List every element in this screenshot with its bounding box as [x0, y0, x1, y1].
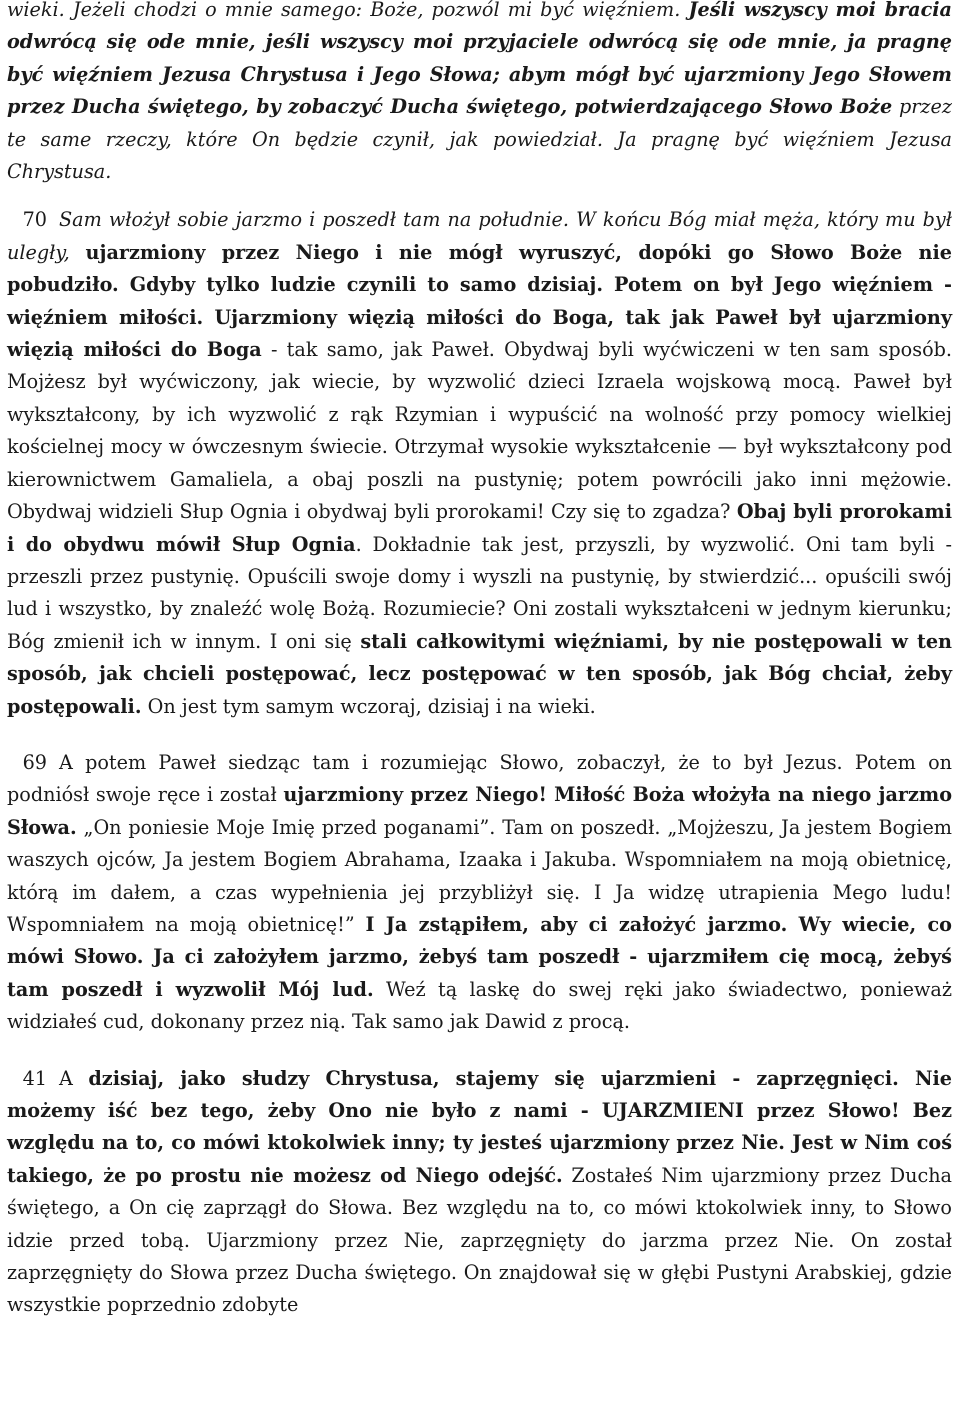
text-segment: „On poniesie Moje Imię przed poganami”. Tam on poszedł. „Mojżeszu, Ja jestem Bogiem waszych ojców, Ja jestem Bogiem Abrahama, Izaaka i Jakuba. Wspomniałem na moją obietnicę, którą im dałem, a czas wypełnienia jej przybliżył się. I Ja widzę utrapienia Mego ludu! Wspomniałem na moją obietnicę!”: [7, 815, 952, 936]
text-segment: stali całkowitymi więźniami, by nie postępowali w ten sposób, jak chcieli postępować, lecz postępować w ten sposób, jak Bóg chciał, żeby postępowali.: [7, 629, 953, 718]
text-segment: Jeśli wszyscy moi bracia odwrócą się ode mnie, jeśli wszyscy moi przyjaciele odwrócą się ode mnie, ja pragnę być więźniem Jezusa Chrystusa i Jego Słowa; abym mógł być ujarzmiony Jego Słowem przez Ducha świętego, by zobaczyć Ducha świętego, potwierdzającego Słowo Boże: [7, 0, 952, 119]
text-segment: I Ja zstąpiłem, aby ci założyć jarzmo. Wy wiecie, co mówi Słowo. Ja ci założyłem jarzmo, żebyś tam poszedł - ujarzmiłem cię mocą, żebyś tam poszedł i wyzwolił Mój lud.: [7, 912, 952, 1001]
text-segment: Obaj byli prorokami i do obydwu mówił Słup Ognia: [7, 500, 952, 556]
text-segment: Sam włożył sobie jarzmo i poszedł tam na południe. W końcu Bóg miał męża, który mu był uległy,: [7, 208, 952, 264]
text-segment: - tak samo, jak Paweł. Obydwaj byli wyćwiczeni w ten sam sposób. Mojżesz był wyćwiczony, jak wiecie, by wyzwolić dzieci Izraela wojskową mocą. Paweł był wykształcony, by ich wyzwolić z rąk Rzymian i wypuścić na wolność przy pomocy wielkiej kościelnej mocy w ówczesnym świecie. Otrzymał wysokie wykształcenie — był wykształcony pod kierownictwem Gamaliela, a obaj poszli na pustynię; potem powrócili jako inni mężowie. Obydwaj widzieli Słup Ognia i obydwaj byli prorokami! Czy się to zgadza?: [7, 338, 952, 524]
text-segment: ujarzmiony przez Niego i nie mógł wyruszyć, dopóki go Słowo Boże nie pobudziło. Gdyby tylko ludzie czynili to samo dzisiaj. Potem on był Jego więźniem - więźniem miłości. Ujarzmiony więzią miłości do Boga, tak jak Paweł był ujarzmiony więzią miłości do Boga: [7, 240, 952, 362]
text-segment: wieki. Jeżeli chodzi o mnie samego: Boże, pozwól mi być więźniem.: [7, 0, 689, 21]
text-segment: dzisiaj, jako słudzy Chrystusa, stajemy się ujarzmieni - zaprzęgnięci. Nie możemy iść bez tego, żeby Ono nie było z nami - UJARZMIENI przez Słowo! Bez względu na to, co mówi ktokolwiek inny; ty jesteś ujarzmiony przez Nie. Jest w Nim coś takiego, że po prostu nie możesz od Niego odejść.: [7, 1066, 952, 1187]
text-segment: ujarzmiony przez Niego! Miłość Boża włożyła na niego jarzmo Słowa.: [7, 783, 953, 839]
paragraph-2: [7, 204, 952, 723]
paragraph-3: [7, 747, 952, 1039]
paragraph-4: [7, 1063, 952, 1322]
paragraph-number: 69: [22, 750, 47, 774]
text-segment: A: [59, 1066, 89, 1090]
text-segment: A potem Paweł siedząc tam i rozumiejąc Słowo, zobaczył, że to był Jezus. Potem on podniósł swoje ręce i został: [7, 750, 952, 807]
text-segment: Zostałeś Nim ujarzmiony przez Ducha świętego, a On cię zaprzągł do Słowa. Bez względu na to, co mówi ktokolwiek inny, to Słowo idzie przed tobą. Ujarzmiony przez Nie, zaprzęgnięty do jarzma przez Nie. On został zaprzęgnięty do Słowa przez Ducha świętego. On znajdował się w głębi Pustyni Arabskiej, gdzie wszystkie poprzednio zdobyte: [7, 1163, 952, 1317]
paragraph-1: [7, 0, 952, 188]
text-segment: . Dokładnie tak jest, przyszli, by wyzwolić. Oni tam byli - przeszli przez pustynię. Opuścili swoje domy i wyszli na pustynię, by stwierdzić... opuścili swój lud i wszystko, by znaleźć wolę Bożą. Rozumiecie? Oni zostali wykształceni w jednym kierunku; Bóg zmienił ich w innym. I oni się: [7, 532, 952, 653]
text-segment: przez te same rzeczy, które On będzie czynił, jak powiedział. Ja pragnę być więźniem Jezusa Chrystusa.: [7, 95, 952, 184]
text-segment: Weź tą laskę do swej ręki jako świadectwo, ponieważ widziałeś cud, dokonany przez nią. Tak samo jak Dawid z procą.: [7, 977, 952, 1034]
text-segment: On jest tym samym wczoraj, dzisiaj i na wieki.: [141, 694, 596, 718]
paragraph-number: 41: [22, 1066, 47, 1090]
paragraph-number: 70: [22, 208, 47, 232]
